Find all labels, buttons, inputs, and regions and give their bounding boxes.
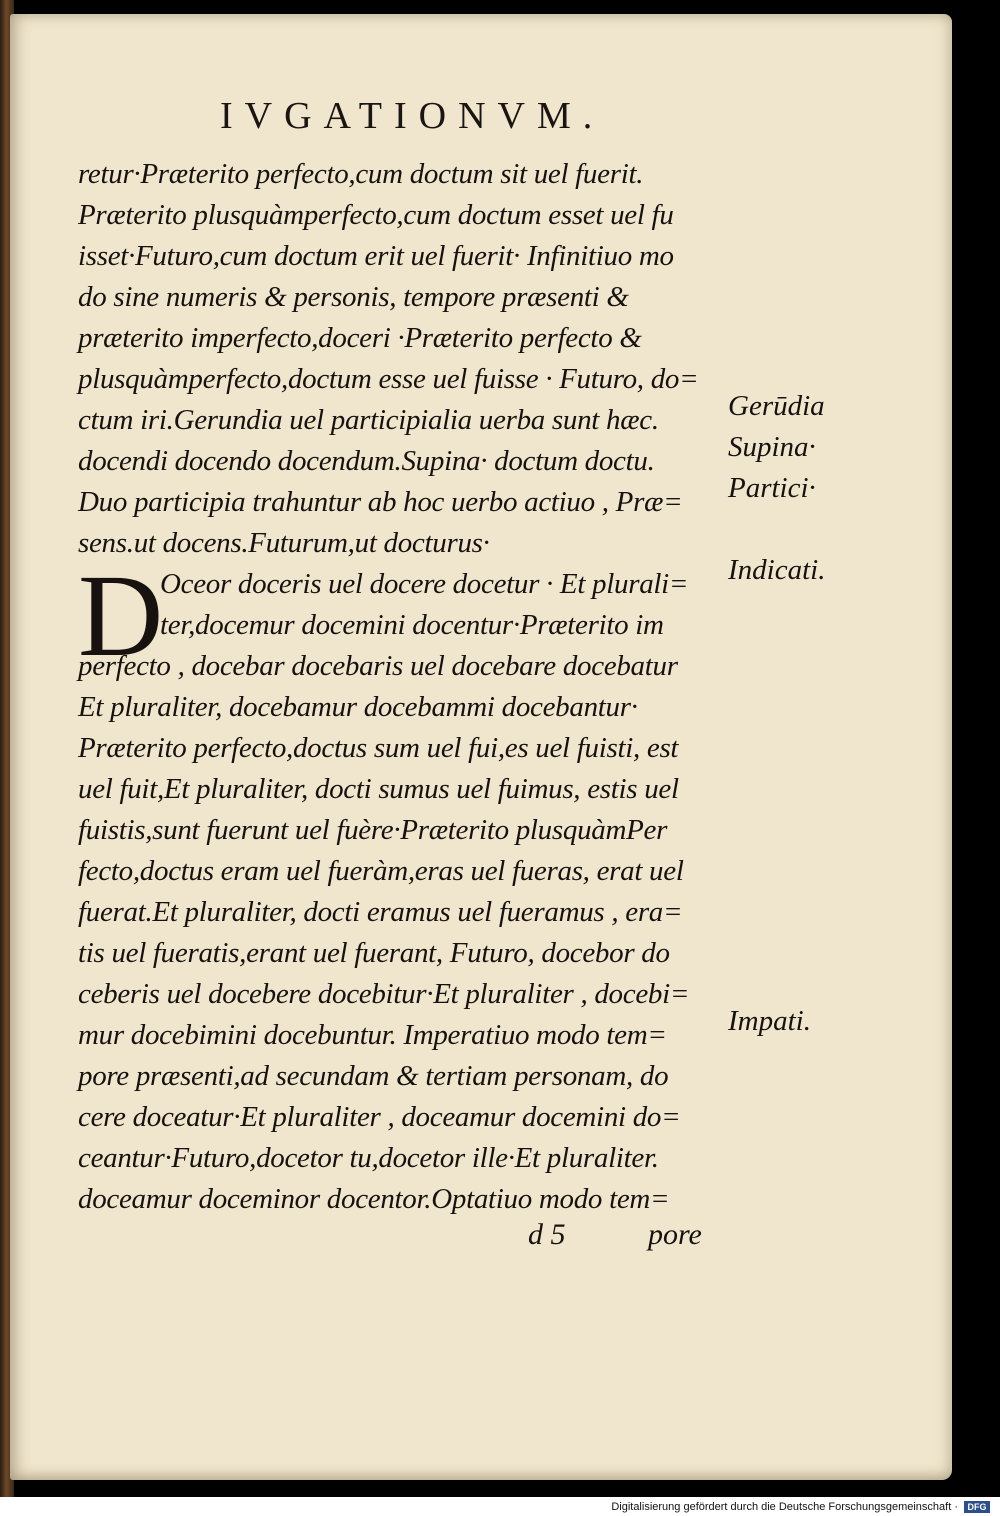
margin-note-supina: Supina· xyxy=(728,431,816,463)
text-line: uel fuit,Et pluraliter, docti sumus uel fuimus, estis uel xyxy=(78,773,679,805)
text-line: mur docebimini docebuntur. Imperatiuo modo tem= xyxy=(78,1019,667,1051)
text-line: perfecto , docebar docebaris uel docebare docebatur xyxy=(78,650,678,682)
text-line: isset·Futuro,cum doctum erit uel fuerit· Infinitiuo mo xyxy=(78,240,674,272)
text-line: pore præsenti,ad secundam & tertiam personam, do xyxy=(78,1060,669,1092)
margin-note-indicati: Indicati. xyxy=(728,554,826,586)
text-line: ctum iri.Gerundia uel participialia uerba sunt hæc. xyxy=(78,404,659,436)
text-line: cere doceatur·Et pluraliter , doceamur docemini do= xyxy=(78,1101,681,1133)
text-line: fuerat.Et pluraliter, docti eramus uel fueramus , era= xyxy=(78,896,683,928)
margin-note-gerundia: Gerūdia xyxy=(728,390,825,422)
text-line: ceantur·Futuro,docetor tu,docetor ille·Et pluraliter. xyxy=(78,1142,659,1174)
dfg-logo-icon: DFG xyxy=(964,1501,990,1513)
book-page xyxy=(10,14,952,1480)
catchword: pore xyxy=(648,1218,702,1251)
text-line: doceamur doceminor docentor.Optatiuo modo tem= xyxy=(78,1183,670,1215)
text-line: plusquàmperfecto,doctum esse uel fuisse · Futuro, do= xyxy=(78,363,699,395)
text-line: Præterito perfecto,doctus sum uel fui,es uel fuisti, est xyxy=(78,732,679,764)
text-line: do sine numeris & personis, tempore præsenti & xyxy=(78,281,629,313)
text-line: Et pluraliter, docebamur docebammi docebantur· xyxy=(78,691,638,723)
text-line: Præterito plusquàmperfecto,cum doctum esset uel fu xyxy=(78,199,674,231)
text-line: præterito imperfecto,doceri ·Præterito perfecto & xyxy=(78,322,642,354)
margin-note-partici: Partici· xyxy=(728,472,816,504)
text-line: sens.ut docens.Futurum,ut docturus· xyxy=(78,527,490,559)
text-line: fuistis,sunt fuerunt uel fuère·Præterito plusquàmPer xyxy=(78,814,668,846)
margin-note-impati: Impati. xyxy=(728,1005,811,1037)
running-head: IVGATIONVM. xyxy=(220,95,605,137)
digitization-footer xyxy=(611,1499,990,1515)
text-line: retur·Præterito perfecto,cum doctum sit uel fuerit. xyxy=(78,158,644,190)
text-line: ceberis uel docebere docebitur·Et pluraliter , docebi= xyxy=(78,978,690,1010)
text-line: Duo participia trahuntur ab hoc uerbo actiuo , Præ= xyxy=(78,486,683,518)
text-line: ter,docemur docemini docentur·Præterito im xyxy=(160,609,664,641)
footer-text: Digitalisierung gefördert durch die Deutsche Forschungsgemeinschaft · xyxy=(611,1501,958,1513)
signature-mark: d 5 xyxy=(528,1218,566,1251)
drop-cap: D xyxy=(78,550,163,681)
text-line: docendi docendo docendum.Supina· doctum doctu. xyxy=(78,445,655,477)
text-line: fecto,doctus eram uel fueràm,eras uel fueras, erat uel xyxy=(78,855,684,887)
text-line-content: Oceor doceris uel docere docetur · Et plurali= xyxy=(160,568,689,600)
main-text-block xyxy=(78,154,718,1220)
text-line: tis uel fueratis,erant uel fuerant, Futuro, docebor do xyxy=(78,937,670,969)
